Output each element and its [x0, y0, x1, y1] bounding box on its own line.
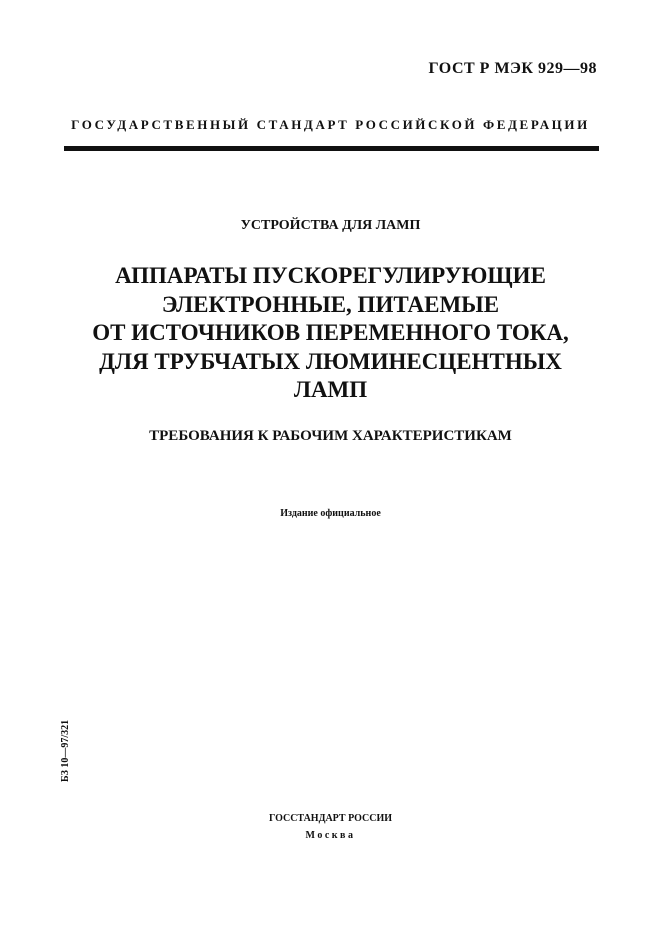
publisher-name: ГОССТАНДАРТ РОССИИ: [268, 813, 393, 824]
document-category: УСТРОЙСТВА ДЛЯ ЛАМП: [240, 218, 421, 233]
header-divider-rule: [64, 146, 599, 151]
publisher-city: Москва: [305, 830, 356, 841]
title-line: АППАРАТЫ ПУСКОРЕГУЛИРУЮЩИЕ: [115, 263, 546, 288]
edition-note: Издание официальное: [280, 508, 381, 519]
title-line: ДЛЯ ТРУБЧАТЫХ ЛЮМИНЕСЦЕНТНЫХ: [99, 348, 562, 374]
document-subtitle: ТРЕБОВАНИЯ К РАБОЧИМ ХАРАКТЕРИСТИКАМ: [149, 428, 512, 444]
title-line: ОТ ИСТОЧНИКОВ ПЕРЕМЕННОГО ТОКА,: [92, 320, 569, 345]
side-catalog-code: БЗ 10—97/321: [60, 719, 71, 782]
standard-header-title: ГОСУДАРСТВЕННЫЙ СТАНДАРТ РОССИЙСКОЙ ФЕДЕРАЦИИ: [71, 117, 590, 132]
title-line: ЭЛЕКТРОННЫЕ, ПИТАЕМЫЕ: [161, 291, 500, 317]
document-main-title: [0, 262, 661, 405]
title-line: ЛАМП: [293, 377, 368, 402]
standard-number: ГОСТ Р МЭК 929—98: [428, 60, 597, 77]
